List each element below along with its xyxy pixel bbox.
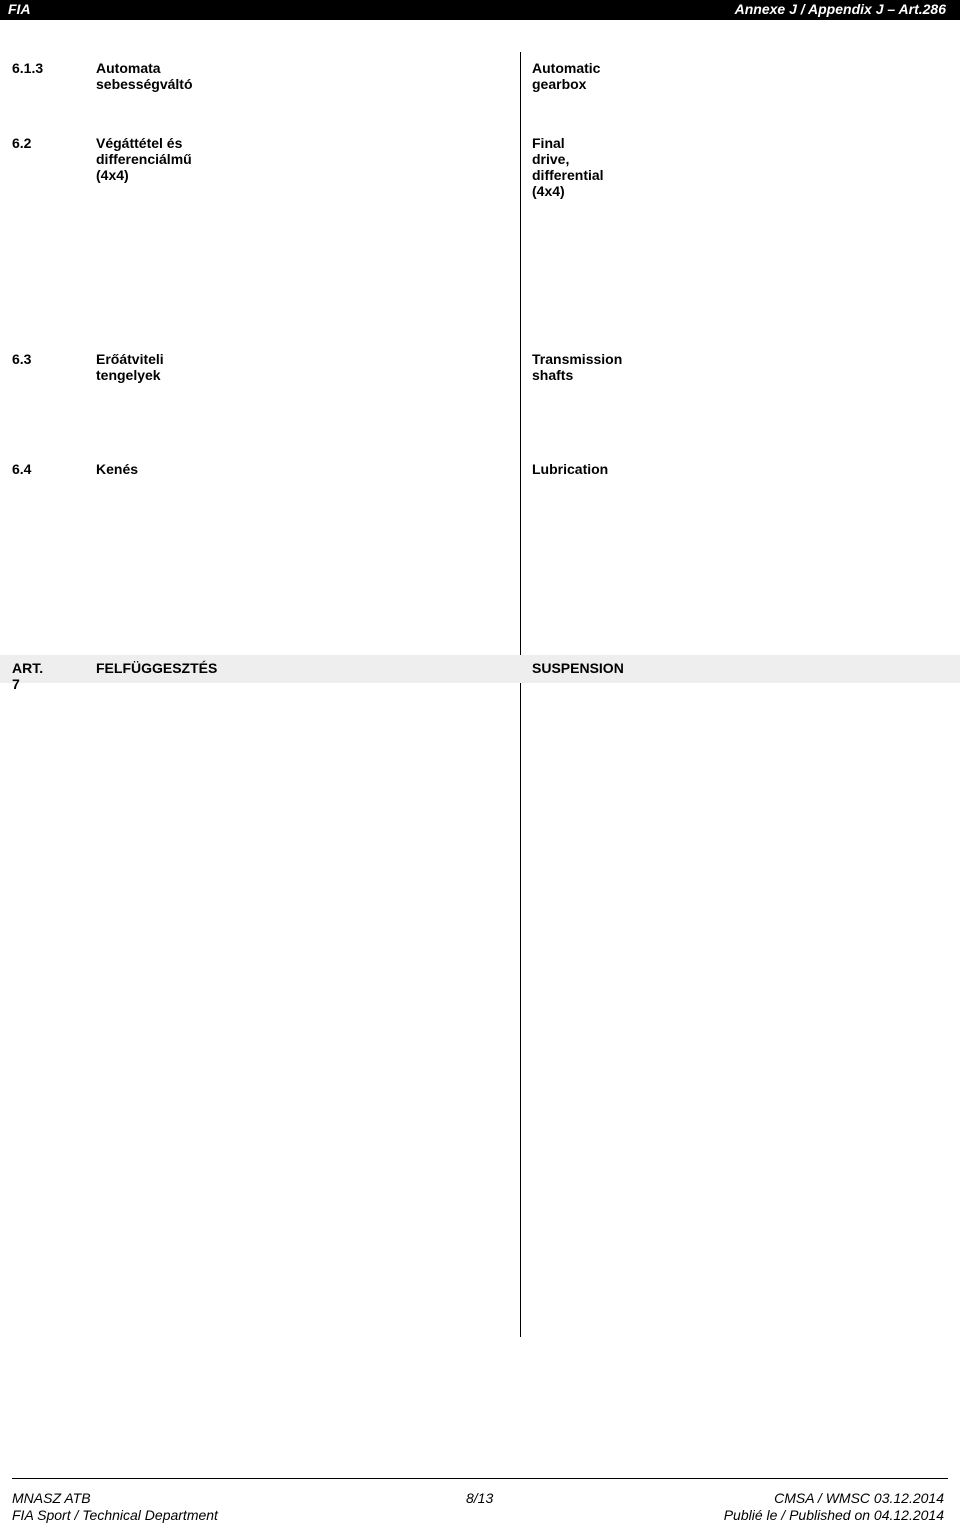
footer-rule	[12, 1478, 948, 1479]
footer-right-1: CMSA / WMSC 03.12.2014	[774, 1490, 944, 1506]
footer-page-number: 8/13	[466, 1490, 494, 1506]
header-right: Annexe J / Appendix J – Art.286	[734, 1, 946, 17]
page-header	[0, 0, 960, 20]
header-left: FIA	[8, 1, 31, 17]
footer-right-2: Publié le / Published on 04.12.2014	[723, 1507, 944, 1523]
column-divider	[520, 52, 521, 1337]
footer-left-2: FIA Sport / Technical Department	[12, 1507, 218, 1523]
footer-left-1: MNASZ ATB	[12, 1490, 91, 1506]
